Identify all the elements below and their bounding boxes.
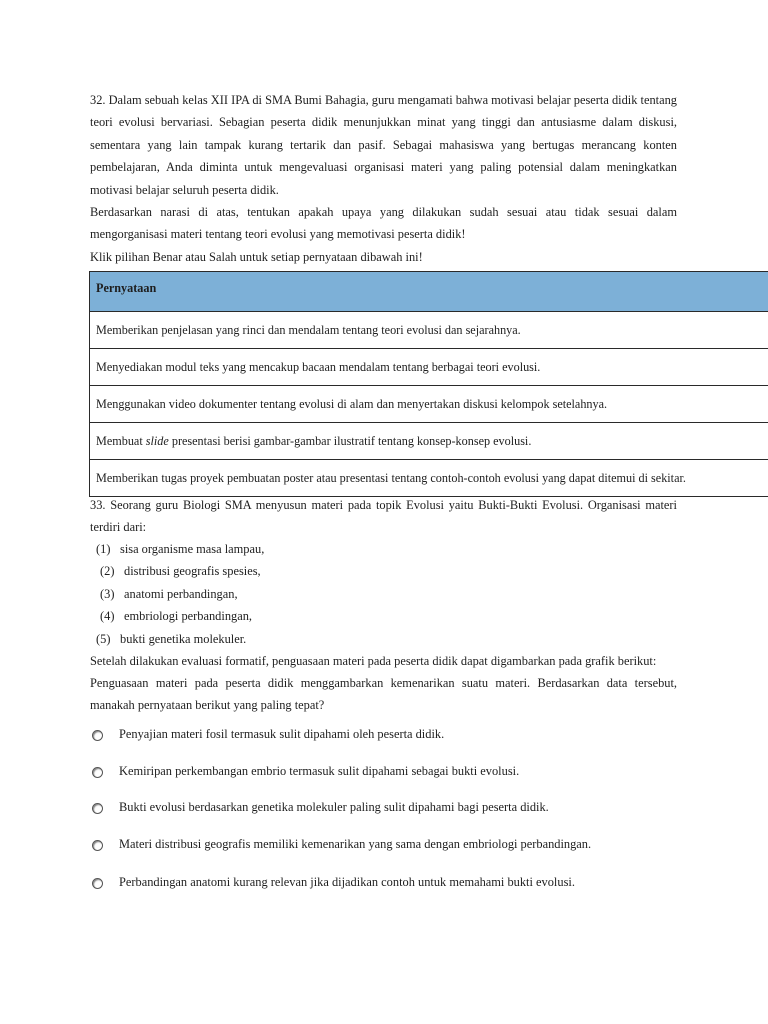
list-item: (5) bukti genetika molekuler. xyxy=(96,631,247,646)
radio-button[interactable] xyxy=(92,730,103,741)
radio-button[interactable] xyxy=(92,803,103,814)
statement-table-header: Pernyataan xyxy=(90,272,768,312)
q33-question: Penguasaan materi pada peserta didik menggambarkan kemenarikan suatu materi. Berdasarkan data tersebut, manakah pernyataan berikut yang paling tepat? xyxy=(90,676,677,713)
statement-row[interactable] xyxy=(90,386,768,423)
list-item: (4) embriologi perbandingan, xyxy=(100,609,253,624)
option-label: Kemiripan perkembangan embrio termasuk sulit dipahami sebagai bukti evolusi. xyxy=(119,764,520,778)
statement-row[interactable] xyxy=(90,349,768,386)
option-label: Bukti evolusi berdasarkan genetika molekuler paling sulit dipahami bagi peserta didik. xyxy=(119,800,549,814)
statement-text: Menggunakan video dokumenter tentang evolusi di alam dan menyertakan diskusi kelompok setelahnya. xyxy=(90,386,768,423)
option-label: Materi distribusi geografis memiliki kemenarikan yang sama dengan embriologi perbandingan. xyxy=(119,837,592,851)
option-label: Penyajian materi fosil termasuk sulit dipahami oleh peserta didik. xyxy=(119,727,445,741)
radio-button[interactable] xyxy=(92,878,103,889)
q32-task: Berdasarkan narasi di atas, tentukan apakah upaya yang dilakukan sudah sesuai atau tidak sesuai dalam mengorganisasi materi tentang teori evolusi yang memotivasi peserta didik! xyxy=(90,205,677,242)
statement-text: Memberikan tugas proyek pembuatan poster atau presentasi tentang contoh-contoh evolusi yang dapat ditemui di sekitar. xyxy=(90,460,768,497)
statement-row[interactable] xyxy=(90,423,768,460)
statement-row[interactable] xyxy=(90,460,768,497)
list-item: (1) sisa organisme masa lampau, xyxy=(96,542,265,556)
statement-text: Membuat slide presentasi berisi gambar-gambar ilustratif tentang konsep-konsep evolusi. xyxy=(90,423,768,460)
q32-intro: 32. Dalam sebuah kelas XII IPA di SMA Bumi Bahagia, guru mengamati bahwa motivasi belajar peserta didik tentang teori evolusi bervariasi. Sebagian peserta didik menunjukkan minat yang tinggi dan antusiasme dalam diskusi, sementara yang lain tampak kurang tertarik dan pasif. Sebagai mahasiswa yang bertugas merancang konten pembelajaran, Anda diminta untuk mengevaluasi organisasi materi yang paling potensial dalam meningkatkan motivasi belajar seluruh peserta didik. xyxy=(90,93,677,197)
statement-text: Memberikan penjelasan yang rinci dan mendalam tentang teori evolusi dan sejarahnya. xyxy=(90,312,768,349)
radio-button[interactable] xyxy=(92,767,103,778)
statement-text: Menyediakan modul teks yang mencakup bacaan mendalam tentang berbagai teori evolusi. xyxy=(90,349,768,386)
q32-instruction: Klik pilihan Benar atau Salah untuk setiap pernyataan dibawah ini! xyxy=(90,250,423,264)
list-item: (3) anatomi perbandingan, xyxy=(100,586,238,601)
material-list xyxy=(96,538,264,650)
statement-table xyxy=(89,271,768,497)
option-label: Perbandingan anatomi kurang relevan jika dijadikan contoh untuk memahami bukti evolusi. xyxy=(119,875,575,889)
statement-table-header-row xyxy=(90,272,768,312)
statement-row[interactable] xyxy=(90,312,768,349)
list-item: (2) distribusi geografis spesies, xyxy=(100,564,261,579)
q33-intro: 33. Seorang guru Biologi SMA menyusun materi pada topik Evolusi yaitu Bukti-Bukti Evolusi. Organisasi materi terdiri dari: xyxy=(90,498,677,535)
radio-button[interactable] xyxy=(92,840,103,851)
q33-evaluation: Setelah dilakukan evaluasi formatif, penguasaan materi pada peserta didik dapat digambarkan pada grafik berikut: xyxy=(90,654,657,668)
